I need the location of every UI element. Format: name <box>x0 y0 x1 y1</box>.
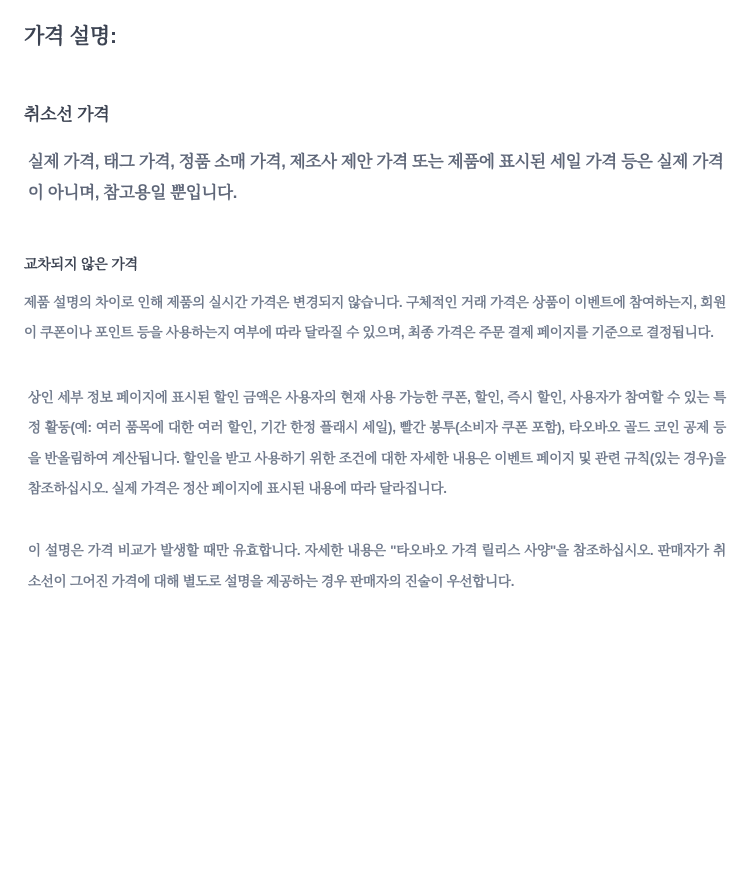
lead-paragraph: 실제 가격, 태그 가격, 정품 소매 가격, 제조사 제안 가격 또는 제품에 표시된 세일 가격 등은 실제 가격이 아니며, 참고용일 뿐입니다. <box>28 153 724 202</box>
page-title: 가격 설명: <box>24 25 117 48</box>
subsection-heading-non-crossed-price: 교차되지 않은 가격 <box>24 256 138 273</box>
paragraph-price-comparison-notice: 이 설명은 가격 비교가 발생할 때만 유효합니다. 자세한 내용은 "타오바오 가격 릴리스 사양"을 참조하십시오. 판매자가 취소선이 그어진 가격에 대해 별도로 설명을 제공하는 경우 판매자의 진술이 우선합니다. <box>28 543 726 589</box>
paragraph-discount-calculation: 상인 세부 정보 페이지에 표시된 할인 금액은 사용자의 현재 사용 가능한 쿠폰, 할인, 즉시 할인, 사용자가 참여할 수 있는 특정 활동(예: 여러 품목에 대한 여러 할인, 기간 한정 플래시 세일), 빨간 봉투(소비자 쿠폰 포함), 타오바오 골드 코인 공제 등을 반올림하여 계산됩니다. 할인을 받고 사용하기 위한 조건에 대한 자세한 내용은 이벤트 페이지 및 관련 규칙(있는 경우)을 참조하십시오. 실제 가격은 정산 페이지에 표시된 내용에 따라 달라집니다. <box>28 389 726 496</box>
paragraph-realtime-price: 제품 설명의 차이로 인해 제품의 실시간 가격은 변경되지 않습니다. 구체적인 거래 가격은 상품이 이벤트에 참여하는지, 회원이 쿠폰이나 포인트 등을 사용하는지 여부에 따라 달라질 수 있으며, 최종 가격은 주문 결제 페이지를 기준으로 결정됩니다. <box>24 295 726 341</box>
section-heading-strikethrough-price: 취소선 가격 <box>24 105 110 124</box>
